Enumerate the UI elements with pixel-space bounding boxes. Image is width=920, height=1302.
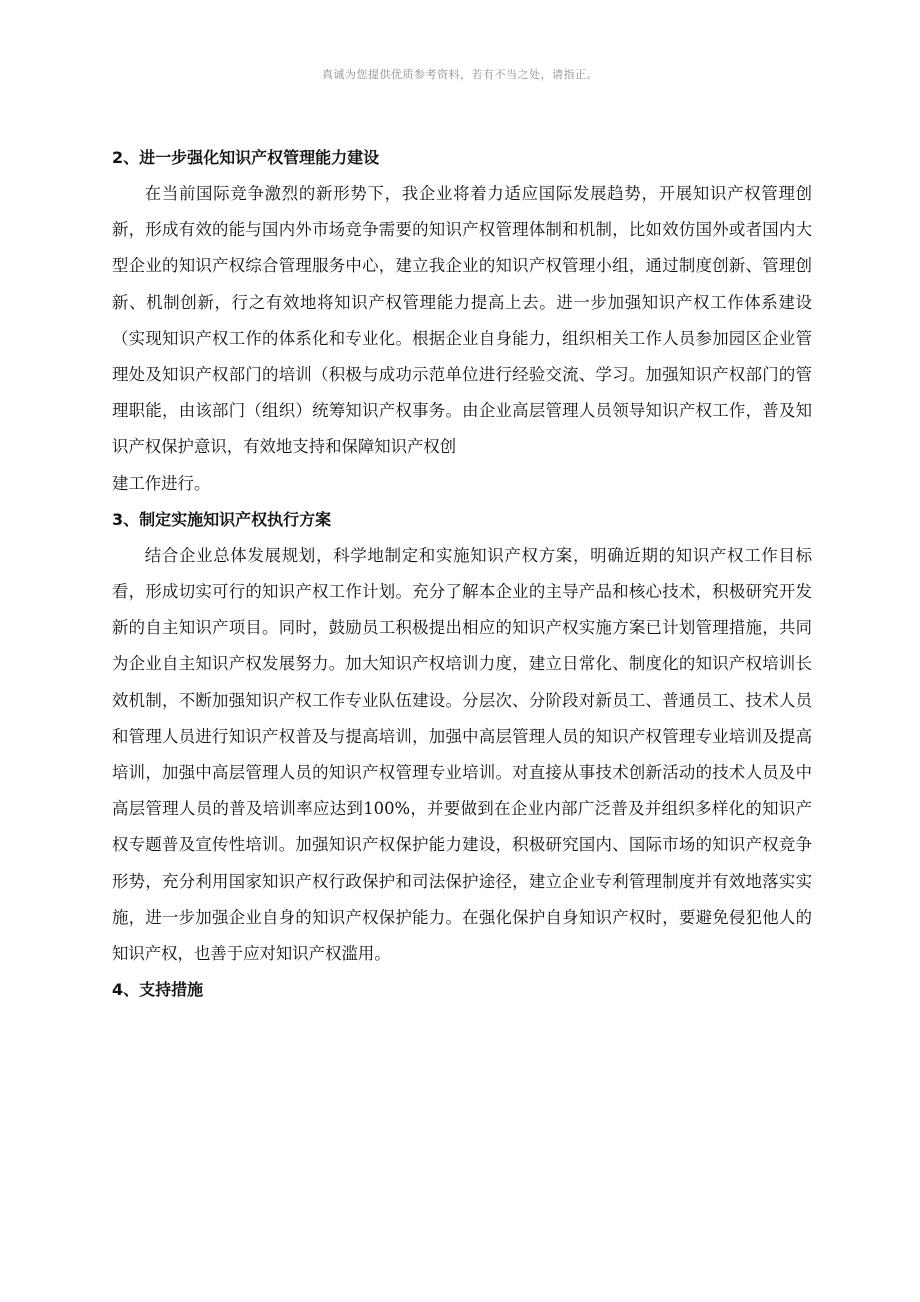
section-heading-3: 3、制定实施知识产权执行方案 xyxy=(112,509,332,529)
document-body xyxy=(112,140,812,1008)
section-paragraph-2-continuation: 建工作进行。 xyxy=(112,473,211,493)
section-paragraph-3: 结合企业总体发展规划，科学地制定和实施知识产权方案，明确近期的知识产权工作目标看，形成切实可行的知识产权工作计划。充分了解本企业的主导产品和核心技术，积极研究开发新的自主知识产项目。同时，鼓励员工积极提出相应的知识产权实施方案已计划管理措施，共同为企业自主知识产权发展努力。加大知识产权培训力度，建立日常化、制度化的知识产权培训长效机制，不断加强知识产权工作专业队伍建设。分层次、分阶段对新员工、普通员工、技术人员和管理人员进行知识产权普及与提高培训，加强中高层管理人员的知识产权管理专业培训及提高培训，加强中高层管理人员的知识产权管理专业培训。对直接从事技术创新活动的技术人员及中高层管理人员的普及培训率应达到100%，并要做到在企业内部广泛普及并组织多样化的知识产权专题普及宣传性培训。加强知识产权保护能力建设，积极研究国内、国际市场的知识产权竞争形势，充分利用国家知识产权行政保护和司法保护途径，建立企业专利管理制度并有效地落实实施，进一步加强企业自身的知识产权保护能力。在强化保护自身知识产权时，要避免侵犯他人的知识产权，也善于应对知识产权滥用。 xyxy=(112,545,812,964)
page-header-notice: 真诚为您提供优质参考资料，若有不当之处，请指正。 xyxy=(322,68,598,81)
section-heading-4: 4、支持措施 xyxy=(112,980,204,1000)
section-paragraph-2: 在当前国际竞争激烈的新形势下，我企业将着力适应国际发展趋势，开展知识产权管理创新，形成有效的能与国内外市场竞争需要的知识产权管理体制和机制，比如效仿国外或者国内大型企业的知识产权综合管理服务中心，建立我企业的知识产权管理小组，通过制度创新、管理创新、机制创新，行之有效地将知识产权管理能力提高上去。进一步加强知识产权工作体系建设（实现知识产权工作的体系化和专业化。根据企业自身能力，组织相关工作人员参加园区企业管理处及知识产权部门的培训（积极与成功示范单位进行经验交流、学习。加强知识产权部门的管理职能，由该部门（组织）统筹知识产权事务。由企业高层管理人员领导知识产权工作，普及知识产权保护意识，有效地支持和保障知识产权创 xyxy=(112,184,812,457)
section-heading-2: 2、进一步强化知识产权管理能力建设 xyxy=(112,148,380,167)
